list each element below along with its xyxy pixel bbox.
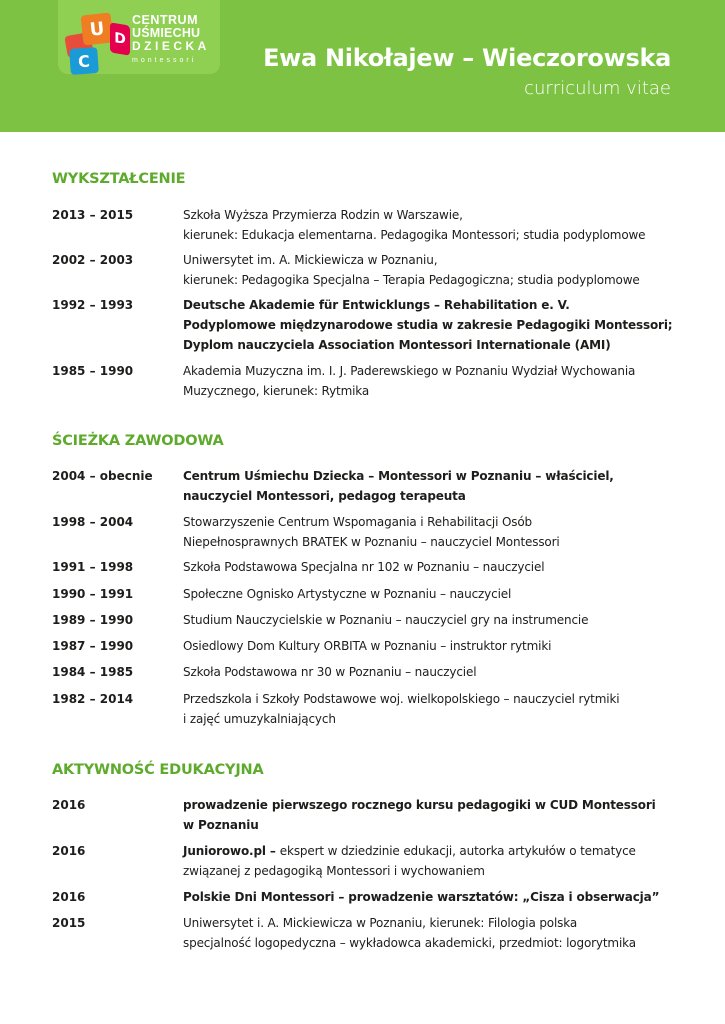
entry-line: Centrum Uśmiechu Dziecka – Montessori w Poznaniu – właściciel,: [183, 469, 614, 483]
entry-line: Uniwersytet i. A. Mickiewicza w Poznaniu, kierunek: Filologia polska: [183, 916, 578, 930]
entry-line: prowadzenie pierwszego rocznego kursu pedagogiki w CUD Montessori: [183, 798, 656, 812]
cube-u-icon: U: [81, 13, 114, 46]
entry-description: [183, 610, 683, 630]
entry-date: 2002 – 2003: [52, 253, 134, 267]
entry-description: [183, 466, 683, 506]
entry-line: Szkoła Wyższa Przymierza Rodzin w Warszawie,: [183, 208, 463, 222]
section-title-activity: AKTYWNOŚĆ EDUKACYJNA: [52, 762, 264, 778]
entry-line: Uniwersytet im. A. Mickiewicza w Poznaniu,: [183, 253, 438, 267]
entry-description: [183, 841, 683, 881]
entry-line: Studium Nauczycielskie w Poznaniu – nauczyciel gry na instrumencie: [183, 613, 589, 627]
logo: [58, 0, 220, 80]
entry-line: specjalność logopedyczna – wykładowca akademicki, przedmiot: logorytmika: [183, 936, 636, 950]
section-title-career: ŚCIEŻKA ZAWODOWA: [52, 433, 224, 449]
entry-date: 1987 – 1990: [52, 639, 134, 653]
entry-date: 2016: [52, 844, 86, 858]
entry-description: [183, 361, 683, 401]
entry-line: związanej z pedagogiką Montessori i wychowaniem: [183, 864, 485, 878]
entry-line: i zajęć umuzykalniających: [183, 712, 336, 726]
entry-description: [183, 584, 683, 604]
entry-line: Szkoła Podstawowa nr 30 w Poznaniu – nauczyciel: [183, 665, 477, 679]
entry-description: [183, 250, 683, 290]
entry-line: Dyplom nauczyciela Association Montessori Internationale (AMI): [183, 338, 611, 352]
logo-line-4: montessori: [132, 57, 197, 64]
entry-date: 1998 – 2004: [52, 515, 134, 529]
entry-line-text: ekspert w dziedzinie edukacji, autorka artykułów o tematyce: [279, 844, 636, 858]
entry-date: 2013 – 2015: [52, 208, 134, 222]
entry-description: [183, 557, 683, 577]
entry-line: nauczyciel Montessori, pedagog terapeuta: [183, 489, 466, 503]
entry-lead: Juniorowo.pl –: [183, 844, 280, 858]
entry-date: 2016: [52, 890, 86, 904]
entry-line: Przedszkola i Szkoły Podstawowe woj. wielkopolskiego – nauczyciel rytmiki: [183, 692, 620, 706]
entry-date: 1982 – 2014: [52, 692, 134, 706]
entry-line: Społeczne Ognisko Artystyczne w Poznaniu – nauczyciel: [183, 587, 512, 601]
entry-line: w Poznaniu: [183, 818, 259, 832]
entry-date: 1985 – 1990: [52, 364, 134, 378]
entry-line: Osiedlowy Dom Kultury ORBITA w Poznaniu – instruktor rytmiki: [183, 639, 552, 653]
entry-line: Akademia Muzyczna im. I. J. Paderewskiego w Poznaniu Wydział Wychowania: [183, 364, 636, 378]
entry-description: [183, 689, 683, 729]
logo-text: [132, 14, 218, 67]
logo-line-1: CENTRUM: [132, 13, 198, 27]
entry-date: 2004 – obecnie: [52, 469, 153, 483]
entry-description: [183, 662, 683, 682]
logo-line-2: UŚMIECHU: [132, 26, 201, 40]
entry-line: Podyplomowe międzynarodowe studia w zakresie Pedagogiki Montessori;: [183, 318, 673, 332]
entry-line: kierunek: Pedagogika Specjalna – Terapia Pedagogiczna; studia podyplomowe: [183, 273, 640, 287]
person-name: Ewa Nikołajew – Wieczorowska: [263, 44, 671, 72]
entry-line: Niepełnosprawnych BRATEK w Poznaniu – nauczyciel Montessori: [183, 535, 560, 549]
entry-line: Muzycznego, kierunek: Rytmika: [183, 384, 370, 398]
entry-line: Polskie Dni Montessori – prowadzenie warsztatów: „Cisza i obserwacja”: [183, 890, 660, 904]
entry-line: Szkoła Podstawowa Specjalna nr 102 w Poznaniu – nauczyciel: [183, 560, 545, 574]
entry-date: 2016: [52, 798, 86, 812]
entry-description: [183, 887, 683, 907]
entry-date: 2015: [52, 916, 86, 930]
entry-date: 1990 – 1991: [52, 587, 134, 601]
entry-description: [183, 295, 683, 355]
header-banner: [0, 0, 725, 132]
entry-description: [183, 795, 683, 835]
section-title-education: WYKSZTAŁCENIE: [52, 171, 186, 187]
entry-line: kierunek: Edukacja elementarna. Pedagogika Montessori; studia podyplomowe: [183, 228, 646, 242]
cube-c-icon: C: [69, 47, 99, 75]
entry-date: 1984 – 1985: [52, 665, 134, 679]
entry-date: 1989 – 1990: [52, 613, 134, 627]
cube-d-icon: D: [110, 22, 130, 56]
entry-line: Deutsche Akademie für Entwicklungs – Rehabilitation e. V.: [183, 298, 570, 312]
entry-line: Stowarzyszenie Centrum Wspomagania i Rehabilitacji Osób: [183, 515, 533, 529]
entry-line: [183, 841, 683, 861]
entry-description: [183, 913, 683, 953]
entry-description: [183, 205, 683, 245]
logo-line-3: DZIECKA: [132, 39, 210, 53]
document-subtitle: curriculum vitae: [524, 78, 671, 99]
entry-date: 1992 – 1993: [52, 298, 134, 312]
entry-description: [183, 636, 683, 656]
entry-date: 1991 – 1998: [52, 560, 134, 574]
entry-description: [183, 512, 683, 552]
